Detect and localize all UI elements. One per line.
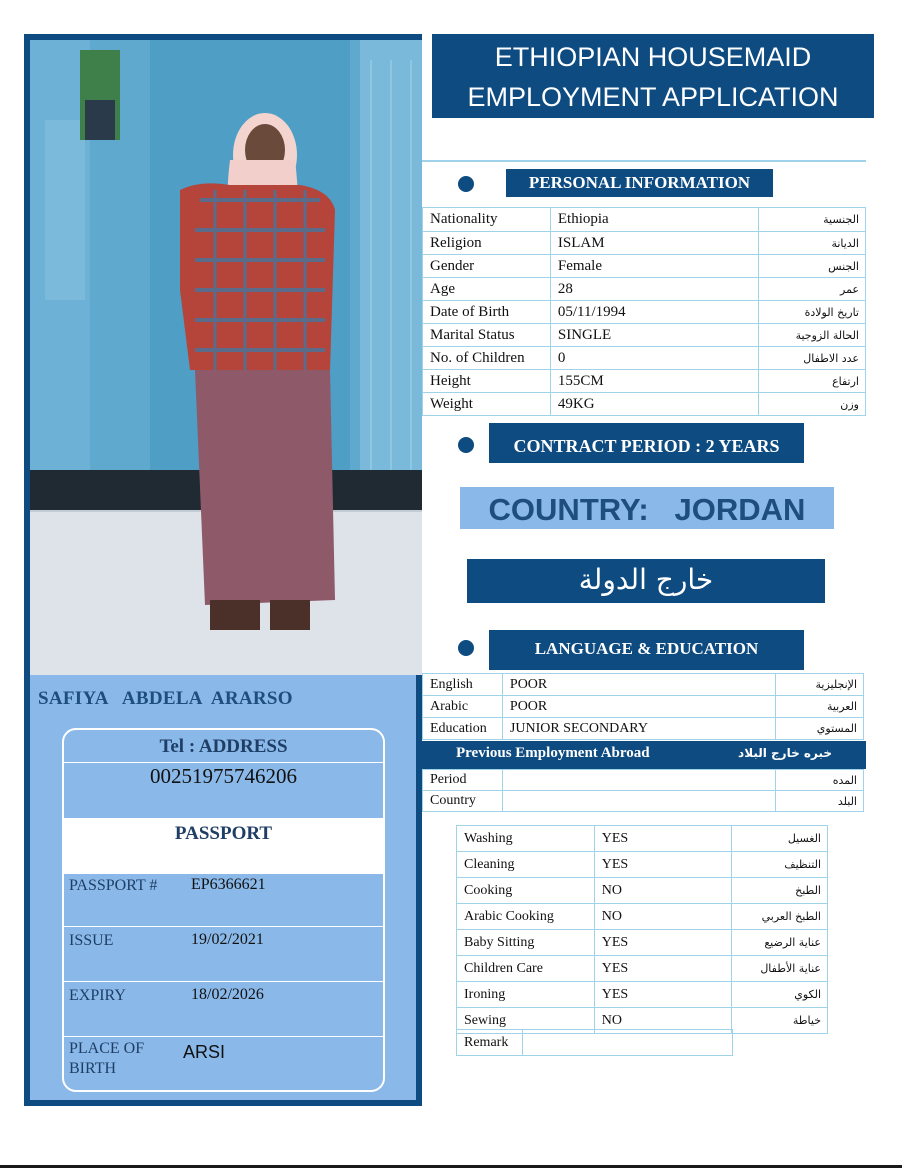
previous-employment-arabic: خبره خارج البلاد — [738, 746, 832, 760]
table-row: Date of Birth 05/11/1994 تاريخ الولادة — [423, 301, 866, 324]
divider — [64, 926, 383, 927]
passport-issue-value: 19/02/2021 — [191, 931, 264, 948]
section-top-line — [422, 160, 866, 162]
contact-title: Tel : ADDRESS — [159, 736, 288, 757]
language-heading: LANGUAGE & EDUCATION — [489, 630, 804, 670]
divider — [64, 1036, 383, 1037]
divider — [64, 762, 383, 763]
language-table — [422, 673, 864, 740]
table-row: Washing YES الغسيل — [457, 826, 828, 852]
table-row: Cleaning YES التنظيف — [457, 852, 828, 878]
bullet-icon — [458, 176, 474, 192]
table-row: Baby Sitting YES عناية الرضيع — [457, 930, 828, 956]
personal-info-table — [422, 207, 866, 416]
table-row: Age 28 عمر — [423, 278, 866, 301]
applicant-photo — [30, 40, 422, 675]
table-row: Period المده — [423, 770, 864, 791]
remark-label: Remark — [457, 1030, 523, 1056]
passport-issue-label: ISSUE — [69, 932, 114, 949]
previous-employment-table — [422, 769, 864, 812]
table-row: Ironing YES الكوي — [457, 982, 828, 1008]
page-title-line1: ETHIOPIAN HOUSEMAID — [494, 42, 812, 72]
passport-number-value: EP6366621 — [191, 876, 266, 893]
table-row: Marital Status SINGLE الحالة الزوجية — [423, 324, 866, 347]
table-row: Nationality Ethiopia الجنسية — [423, 208, 866, 232]
remark-value — [522, 1030, 732, 1056]
table-row: Country البلد — [423, 791, 864, 812]
country-arabic: خارج الدولة — [467, 559, 825, 603]
table-row: English POOR الإنجليزية — [423, 674, 864, 696]
place-of-birth-value: ARSI — [183, 1042, 226, 1062]
contract-period: CONTRACT PERIOD : 2 YEARS — [489, 423, 804, 463]
applicant-photo-illustration — [30, 40, 422, 675]
table-row: Weight 49KG وزن — [423, 393, 866, 416]
table-row: Gender Female الجنس — [423, 255, 866, 278]
previous-employment-bar — [422, 741, 866, 769]
bullet-icon — [458, 640, 474, 656]
skills-table — [456, 825, 828, 1034]
table-row: Height 155CM ارتفاع — [423, 370, 866, 393]
applicant-name: SAFIYA ABDELA ARARSO — [38, 688, 293, 709]
personal-info-heading: PERSONAL INFORMATION — [506, 169, 773, 197]
previous-employment-title: Previous Employment Abroad — [456, 745, 650, 761]
country-label: COUNTRY: JORDAN — [460, 487, 834, 529]
table-row: No. of Children 0 عدد الاطفال — [423, 347, 866, 370]
table-row: Sewing NO خياطة — [457, 1008, 828, 1034]
table-row — [457, 1030, 733, 1056]
divider — [64, 981, 383, 982]
phone-number: 00251975746206 — [150, 764, 297, 788]
table-row: Children Care YES عناية الأطفال — [457, 956, 828, 982]
page-bottom-rule — [0, 1165, 902, 1168]
passport-expiry-value: 18/02/2026 — [191, 986, 264, 1003]
table-row: Education JUNIOR SECONDARY المستوي — [423, 718, 864, 740]
bullet-icon — [458, 437, 474, 453]
table-row: Cooking NO الطبخ — [457, 878, 828, 904]
page-title — [432, 34, 874, 118]
page-title-line2: EMPLOYMENT APPLICATION — [467, 82, 839, 112]
passport-title: PASSPORT — [174, 823, 273, 844]
place-of-birth-label: PLACE OF BIRTH — [69, 1040, 145, 1077]
passport-expiry-label: EXPIRY — [69, 987, 126, 1004]
table-row: Religion ISLAM الديانة — [423, 232, 866, 255]
remark-table — [456, 1029, 733, 1056]
contact-passport-card — [62, 728, 385, 1092]
passport-number-label: PASSPORT # — [69, 877, 158, 894]
table-row: Arabic Cooking NO الطبخ العربي — [457, 904, 828, 930]
table-row: Arabic POOR العربية — [423, 696, 864, 718]
